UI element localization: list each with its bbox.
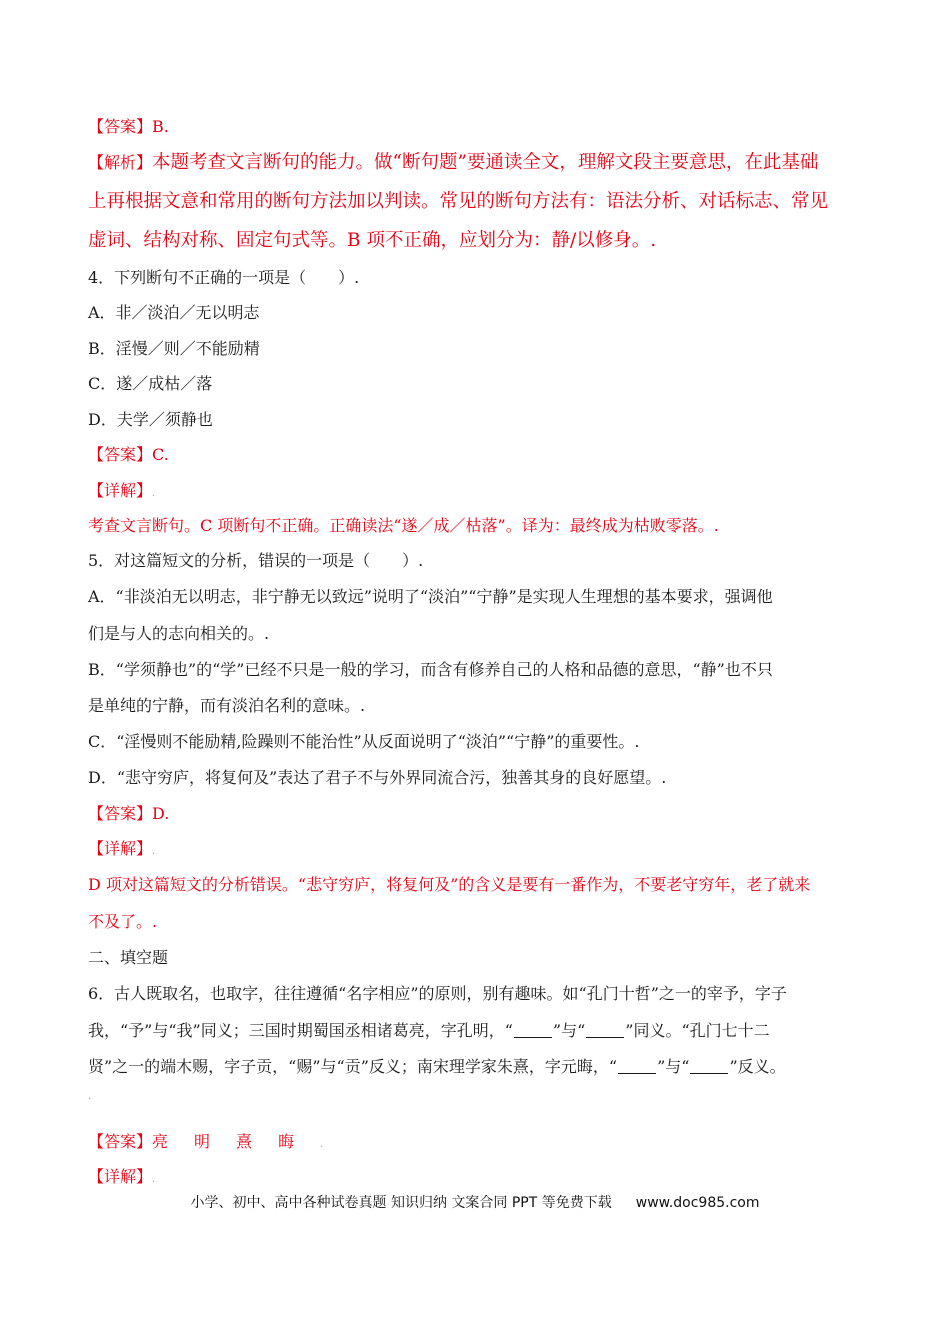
explain-tag: 【详解】 [88, 839, 153, 858]
answer-line-6: 【答案】亮 明 熹 晦 . [88, 1132, 324, 1151]
footer-text: 小学、初中、高中各种试卷真题 知识归纳 文案合同 PPT 等免费下载 [190, 1195, 612, 1211]
question-5-option-b-2: 是单纯的宁静，而有淡泊名利的意味。. [88, 696, 366, 715]
analysis-tag: 【解析】 [88, 153, 153, 172]
question-5-option-c: C．“淫慢则不能励精,险躁则不能治性”从反面说明了“淡泊”“宁静”的重要性。. [88, 732, 640, 751]
explain-text-5-1: D 项对这篇短文的分析错误。“悲守穷庐，将复何及”的含义是要有一番作为，不要老守穷年，老了就来 [88, 875, 811, 894]
answer-tag: 【答案】 [88, 804, 153, 823]
footer-url[interactable]: www.doc985.com [635, 1195, 760, 1211]
explain-line-5 [88, 838, 155, 863]
fill-blank[interactable] [618, 1059, 656, 1074]
question-4-option-d: D．夫学／须静也 [88, 410, 213, 429]
question-5-option-d: D．“悲守穷庐，将复何及”表达了君子不与外界同流合污，独善其身的良好愿望。. [88, 768, 667, 787]
explain-tag: 【详解】 [88, 1167, 153, 1186]
explain-line-6 [88, 1166, 155, 1191]
answer-word: 明 [194, 1132, 211, 1151]
answer-tag: 【答案】 [88, 117, 153, 136]
explain-text-4: 考查文言断句。C 项断句不正确。正确读法“遂／成／枯落”。译为：最终成为枯败零落。. [88, 516, 719, 535]
question-4-option-a: A．非／淡泊／无以明志 [88, 303, 260, 322]
analysis-line-2: 上再根据文意和常用的断句方法加以判读。常见的断句方法有：语法分析、对话标志、常见 [88, 191, 829, 212]
explain-line-4 [88, 480, 155, 505]
answer-word: 亮 [152, 1132, 169, 1151]
paragraph-mark: . [88, 1091, 92, 1102]
fill-blank[interactable] [514, 1023, 552, 1038]
answer-line-4 [88, 444, 169, 466]
answer-word: 晦 [278, 1132, 295, 1151]
answer-line-3 [88, 116, 169, 138]
answer-line-5 [88, 803, 169, 825]
question-5-option-b-1: B．“学须静也”的“学”已经不只是一般的学习，而含有修养自己的人格和品德的意思，“静”也不只 [88, 660, 773, 679]
question-4-option-c: C．遂／成枯／落 [88, 374, 213, 393]
explain-mark: . [152, 488, 156, 499]
explain-mark: . [152, 846, 156, 857]
fill-blank[interactable] [586, 1023, 624, 1038]
explain-mark: . [152, 1174, 156, 1185]
question-6-line-2: 我，“予”与“我”同义；三国时期蜀国丞相诸葛亮，字孔明，“ ”与“ ”同义。“孔门七十二 [88, 1021, 770, 1040]
question-6-line-3: 贤”之一的端木赐，字子贡，“赐”与“贡”反义；南宋理学家朱熹，字元晦，“ ”与“ ”反义。 [88, 1057, 786, 1076]
analysis-line-1 [88, 150, 818, 176]
explain-text-5-2: 不及了。. [88, 912, 158, 931]
fill-blank[interactable] [690, 1059, 728, 1074]
explain-tag: 【详解】 [88, 481, 153, 500]
answer-text: D. [152, 804, 170, 823]
question-5-stem: 5．对这篇短文的分析，错误的一项是（ ）. [88, 551, 424, 570]
answer-word: 熹 [236, 1132, 253, 1151]
analysis-line-3: 虚词、结构对称、固定句式等。B 项不正确，应划分为：静/以修身。. [88, 230, 657, 251]
answer-text: C. [152, 445, 169, 464]
question-5-option-a-2: 们是与人的志向相关的。. [88, 624, 270, 643]
question-5-option-a-1: A．“非淡泊无以明志，非宁静无以致远”说明了“淡泊”“宁静”是实现人生理想的基本要求，强调他 [88, 587, 773, 606]
question-6-line-1: 6．古人既取名，也取字，往往遵循“名字相应”的原则，别有趣味。如“孔门十哲”之一的宰予，字子 [88, 984, 787, 1003]
answer-tag: 【答案】 [88, 445, 153, 464]
answer-tag: 【答案】 [88, 1132, 153, 1151]
answer-text: B. [152, 117, 169, 136]
question-4-stem: 4．下列断句不正确的一项是（ ）. [88, 268, 360, 287]
question-4-option-b: B．淫慢／则／不能励精 [88, 339, 260, 358]
page-footer [0, 1192, 950, 1212]
analysis-text: 本题考查文言断句的能力。做“断句题”要通读全文，理解文段主要意思，在此基础 [152, 152, 819, 173]
section-heading: 二、填空题 [88, 948, 169, 967]
